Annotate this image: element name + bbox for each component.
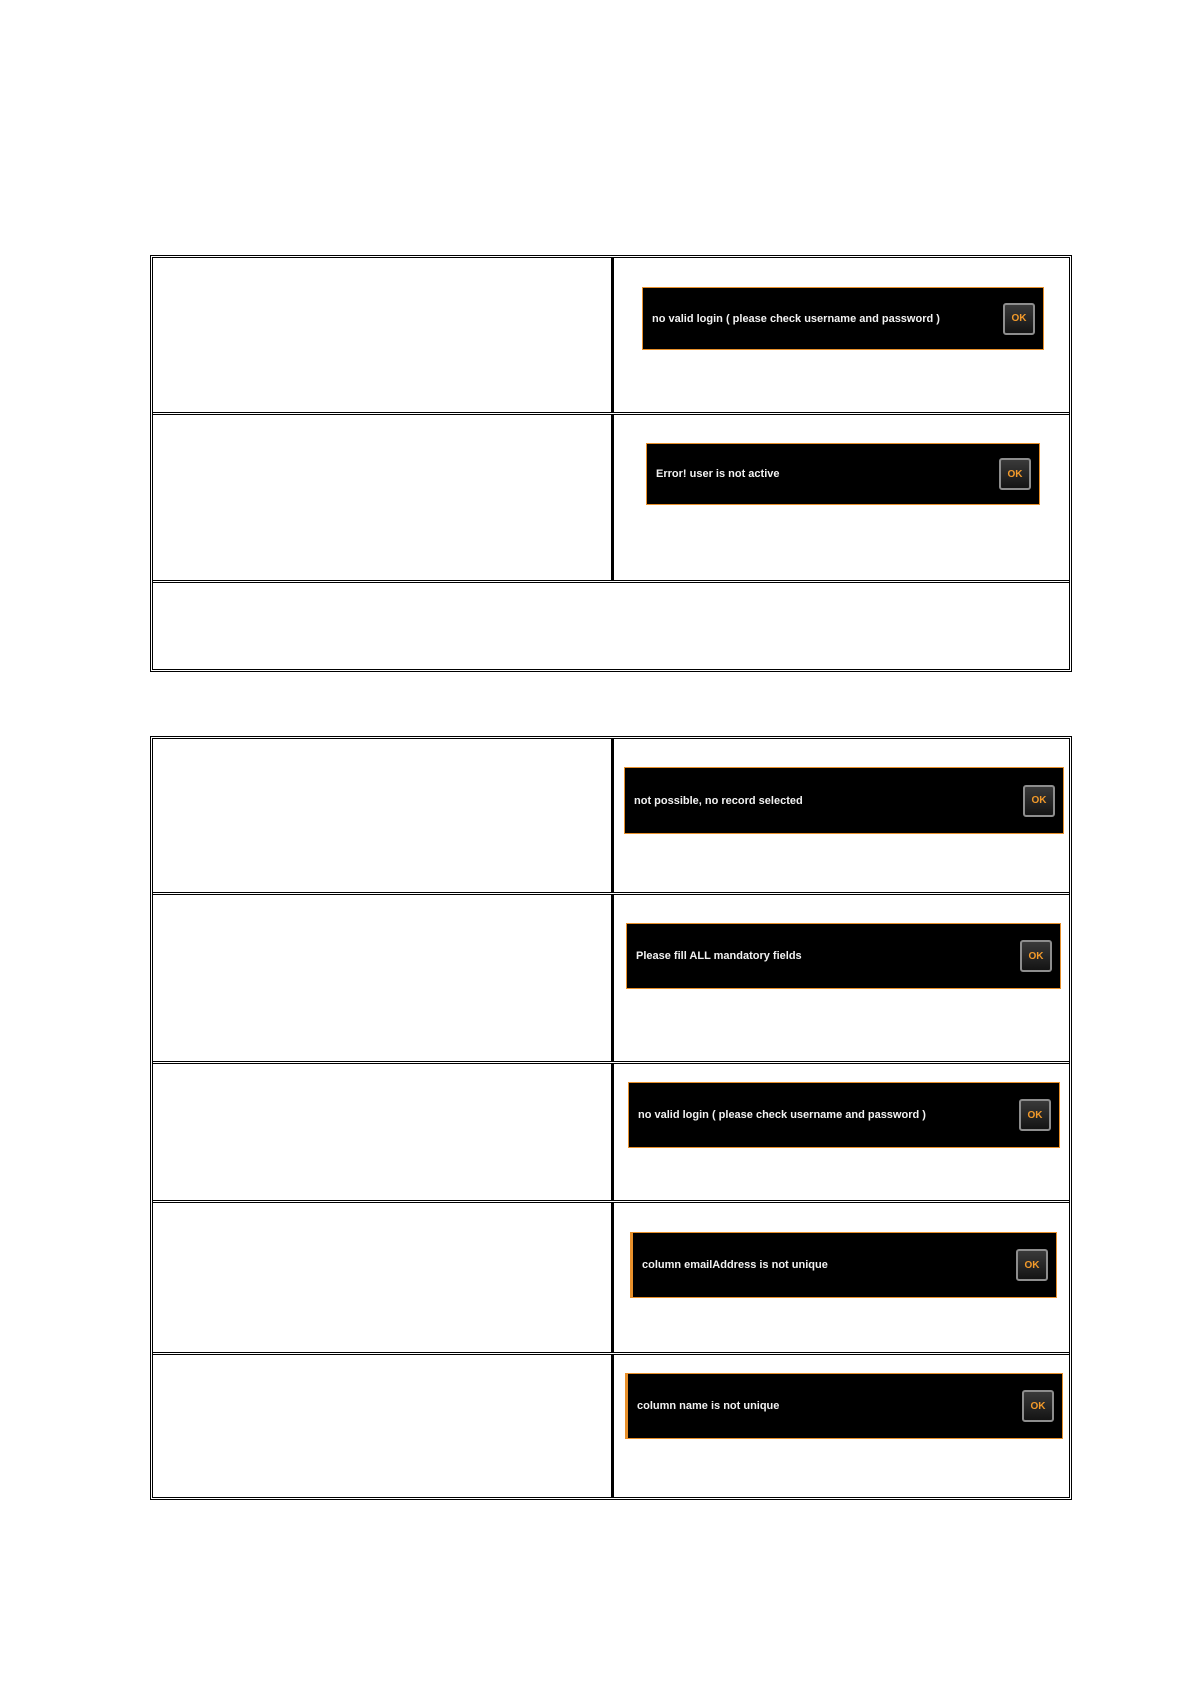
screenshot-cell (614, 1355, 1069, 1497)
ok-button[interactable]: OK (999, 458, 1031, 490)
table-row (153, 583, 1069, 669)
error-dialog-mandatory-fields (626, 923, 1061, 989)
screenshot-cell (614, 1203, 1069, 1352)
error-dialog-name-not-unique (625, 1373, 1063, 1439)
description-cell (153, 895, 614, 1061)
table-row (153, 895, 1069, 1064)
table-row (153, 415, 1069, 583)
dialog-message: no valid login ( please check username and password ) (652, 312, 940, 325)
description-cell (153, 1355, 614, 1497)
error-dialog-email-not-unique (630, 1232, 1057, 1298)
screenshot-cell (614, 415, 1069, 580)
description-cell (153, 258, 614, 412)
screenshot-cell (614, 1064, 1069, 1200)
error-table-1 (150, 255, 1072, 672)
dialog-message: no valid login ( please check username and password ) (638, 1109, 926, 1121)
ok-button[interactable]: OK (1003, 303, 1035, 335)
table-row (153, 1064, 1069, 1203)
dialog-message: column name is not unique (637, 1400, 780, 1412)
error-dialog-invalid-login (642, 287, 1044, 350)
screenshot-cell (614, 895, 1069, 1061)
empty-cell (153, 583, 1069, 669)
dialog-message: column emailAddress is not unique (642, 1259, 828, 1271)
ok-button[interactable]: OK (1019, 1099, 1051, 1131)
ok-button[interactable]: OK (1023, 785, 1055, 817)
screenshot-cell (614, 258, 1069, 412)
table-row (153, 739, 1069, 895)
table-row (153, 1203, 1069, 1355)
dialog-message: Error! user is not active (656, 468, 780, 480)
table-row (153, 1355, 1069, 1497)
table-row (153, 258, 1069, 415)
description-cell (153, 1064, 614, 1200)
description-cell (153, 415, 614, 580)
error-dialog-no-record-selected (624, 767, 1064, 834)
error-table-2 (150, 736, 1072, 1500)
ok-button[interactable]: OK (1022, 1390, 1054, 1422)
screenshot-cell (614, 739, 1069, 892)
description-cell (153, 739, 614, 892)
dialog-message: Please fill ALL mandatory fields (636, 950, 802, 962)
description-cell (153, 1203, 614, 1352)
ok-button[interactable]: OK (1020, 940, 1052, 972)
error-dialog-user-not-active (646, 443, 1040, 505)
ok-button[interactable]: OK (1016, 1249, 1048, 1281)
dialog-message: not possible, no record selected (634, 794, 803, 807)
error-dialog-invalid-login (628, 1082, 1060, 1148)
